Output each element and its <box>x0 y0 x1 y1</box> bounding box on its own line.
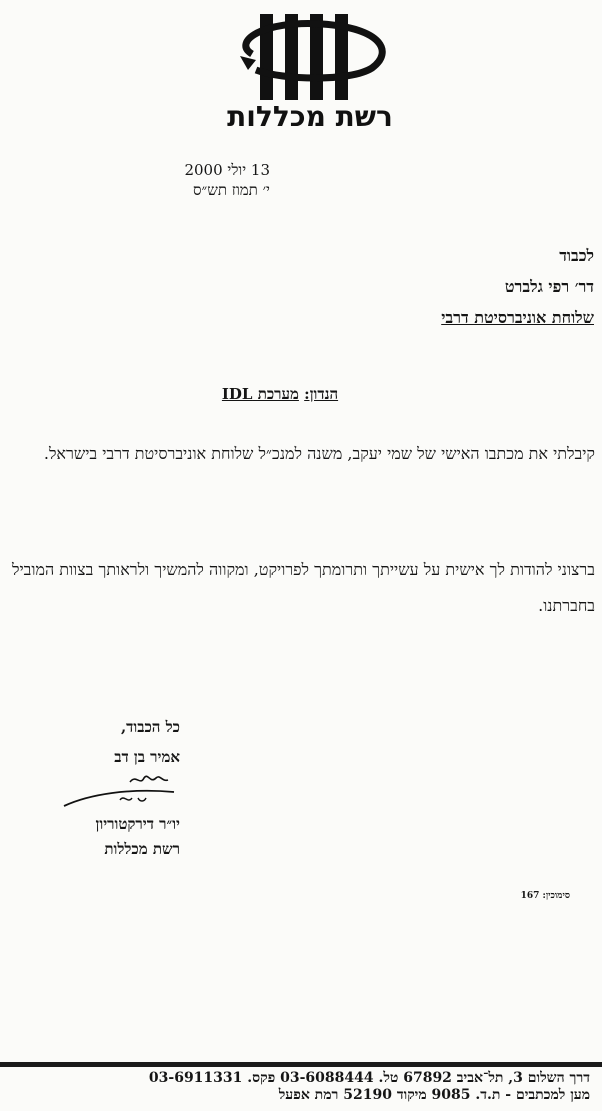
letterhead-logo <box>222 12 398 132</box>
footer-address <box>90 1070 590 1104</box>
recipient-block <box>194 240 594 333</box>
signer-name: אמיר בן דב <box>114 748 180 766</box>
subject-text: מערכת IDL <box>221 385 299 403</box>
date-hebrew: י׳ תמוז תש״ס <box>193 181 270 199</box>
footer-address-line: דרך השלום 3, תל־אביב 67892 טל. 03-6088444 פקס. 03-6911331 <box>148 1070 590 1086</box>
body-paragraph-2: ברצוני להודות לך אישית על עשייתך ותרומתך לפרויקט, ומקווה להמשיך ולראותך בצוות המוביל בחברתנו. <box>12 560 595 615</box>
recipient-salutation: לכבוד <box>559 246 594 265</box>
recipient-name: דר׳ רפי גלברט <box>504 277 594 296</box>
handwritten-signature <box>60 772 180 816</box>
footer-divider <box>0 1062 602 1067</box>
subject-label: הנדון: <box>304 385 339 403</box>
svg-text:רשת מכללות: רשת מכללות <box>227 100 393 132</box>
footer-mailing-line: מען למכתבים - ת.ד. 9085 מיקוד 52190 רמת אפעל <box>278 1087 590 1103</box>
signer-organization: רשת מכללות <box>104 840 180 858</box>
body-paragraph-1: קיבלתי את מכתבו האישי של שמי יעקב, משנה למנכ״ל שלוחת אוניברסיטת דרבי בישראל. <box>43 444 595 463</box>
subject-line <box>150 385 410 404</box>
date-block <box>70 160 270 200</box>
date-gregorian: 13 יולי 2000 <box>184 161 270 179</box>
closing-phrase: כל הכבוד, <box>120 718 180 736</box>
logo-emblem-icon <box>222 12 398 132</box>
recipient-organization: שלוחת אוניברסיטת דרבי <box>441 308 594 327</box>
signature-scribble-icon <box>60 772 180 816</box>
reference-number: סימוכין: 167 <box>520 891 570 901</box>
signer-role: יו״ר דירקטוריון <box>95 815 180 833</box>
